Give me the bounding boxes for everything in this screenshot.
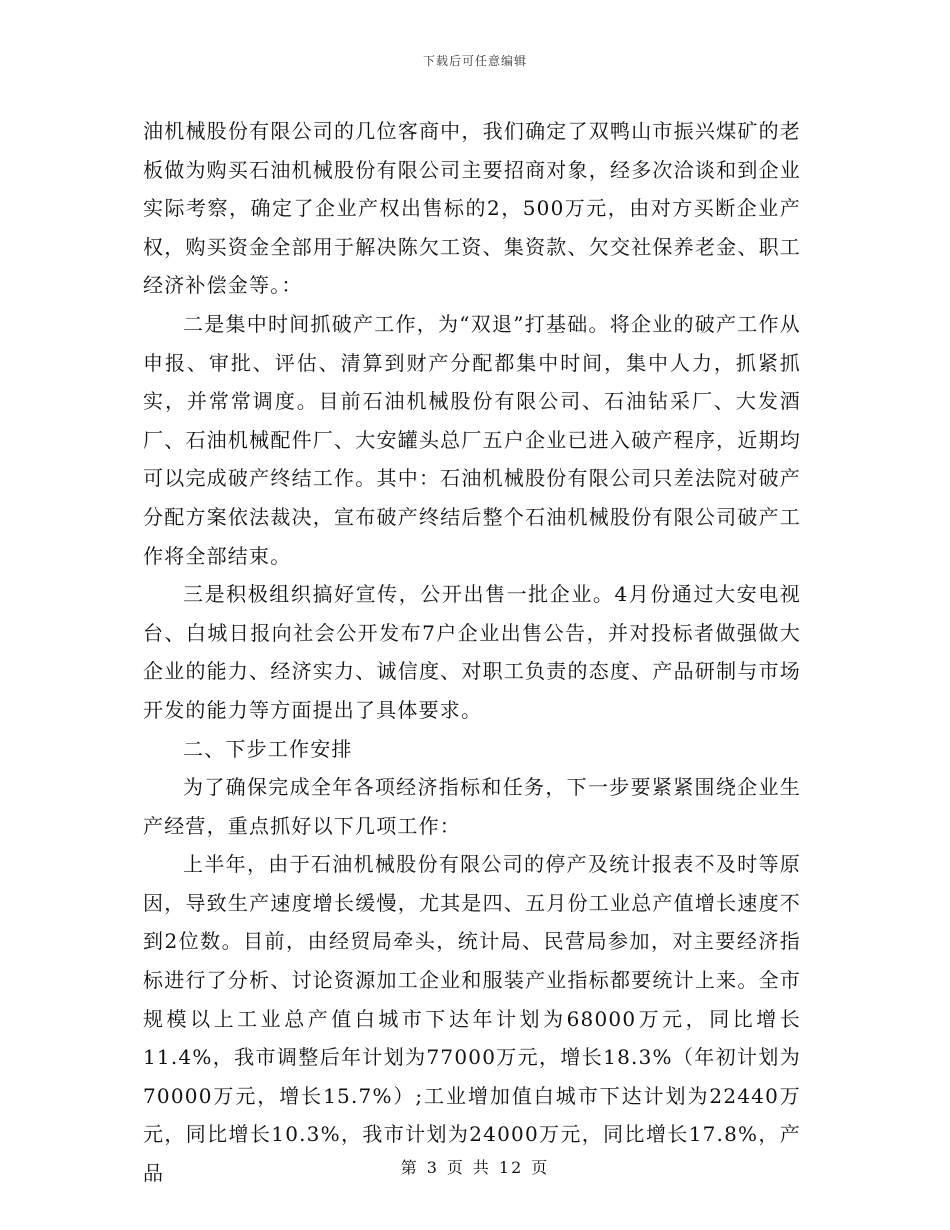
paragraph-1: 油机械股份有限公司的几位客商中，我们确定了双鸭山市振兴煤矿的老板做为购买石油机械股份有限公司主要招商对象，经多次洽谈和到企业实际考察，确定了企业产权出售标的2，500万元，由对方买断企业产权，购买资金全部用于解决陈欠工资、集资款、欠交社保养老金、职工经济补偿金等。： [143,119,801,298]
total-pages: 12 [498,1158,524,1177]
paragraph-4: 为了确保完成全年各项经济指标和任务，下一步要紧紧围绕企业生产经营，重点抓好以下几项工作： [143,775,801,838]
section-heading: 二、下步工作安排 [183,736,353,761]
footer-prefix: 第 [400,1158,419,1177]
footer-mid: 页 [446,1158,465,1177]
footer-total-label: 共 [472,1158,491,1177]
page-header: 下载后可任意编辑 [422,54,527,68]
paragraph-5: 上半年，由于石油机械股份有限公司的停产及统计报表不及时等原因，导致生产速度增长缓慢，尤其是四、五月份工业总产值增长速度不到2位数。目前，由经贸局牵头，统计局、民营局参加，对主要经济指标进行了分析、讨论资源加工企业和服装产业指标都要统计上来。全市规模以上工业总产值白城市下达年计划为68000万元，同比增长11.4%，我市调整后年计划为77000万元，增长18.3%（年初计划为70000万元，增长15.7%）;工业增加值白城市下达计划为22440万元，同比增长10.3%，我市计划为24000万元，同比增长17.8%，产品 [143,852,801,1186]
page-footer [0,1155,950,1178]
page-number: 3 [426,1158,439,1177]
document-body [143,112,801,1193]
paragraph-3: 三是积极组织搞好宣传，公开出售一批企业。4月份通过大安电视台、白城日报向社会公开发布7户企业出售公告，并对投标者做强做大企业的能力、经济实力、诚信度、对职工负责的态度、产品研制与市场开发的能力等方面提出了具体要求。 [143,582,801,722]
footer-suffix: 页 [531,1158,550,1177]
paragraph-2: 二是集中时间抓破产工作，为“双退”打基础。将企业的破产工作从申报、审批、评估、清算到财产分配都集中时间，集中人力，抓紧抓实，并常常调度。目前石油机械股份有限公司、石油钻采厂、大发酒厂、石油机械配件厂、大安罐头总厂五户企业已进入破产程序，近期均可以完成破产终结工作。其中：石油机械股份有限公司只差法院对破产分配方案依法裁决，宣布破产终结后整个石油机械股份有限公司破产工作将全部结束。 [143,311,801,568]
